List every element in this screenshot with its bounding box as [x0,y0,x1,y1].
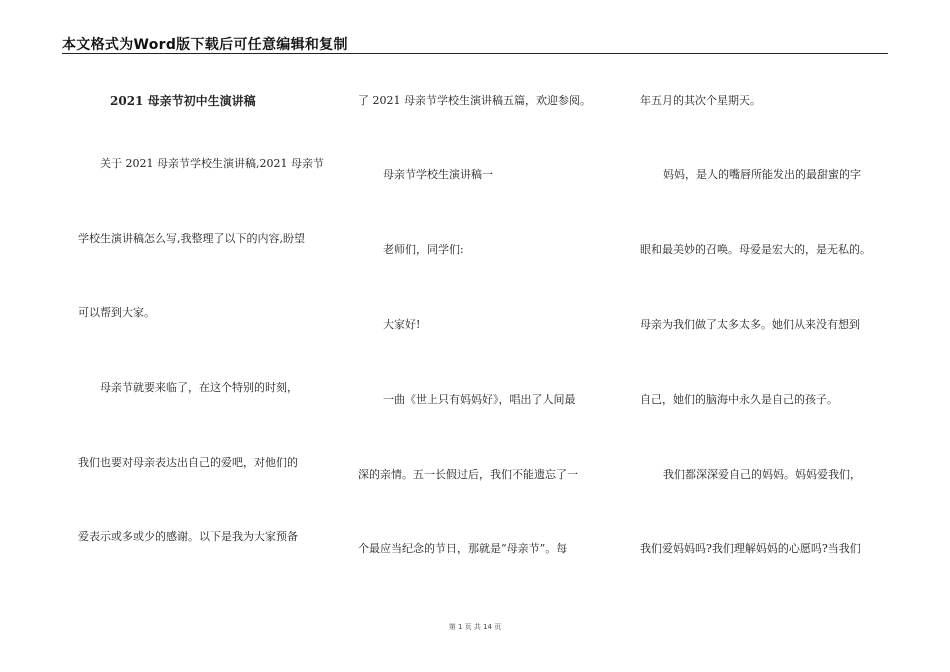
paragraph-line: 我们都深深爱自己的妈妈。妈妈爱我们， [663,468,861,481]
section-heading: 母亲节学校生演讲稿一 [383,168,493,181]
paragraph-line: 大家好! [383,318,421,331]
paragraph-line: 我们爱妈妈吗?我们理解妈妈的心愿吗?当我们 [640,542,861,555]
header-title: 本文格式为Word版下载后可任意编辑和复制 [62,37,348,53]
paragraph-line: 了 2021 母亲节学校生演讲稿五篇，欢迎参阅。 [358,94,591,107]
paragraph-line: 母亲为我们做了太多太多。她们从来没有想到 [640,318,860,331]
paragraph-line: 关于 2021 母亲节学校生演讲稿,2021 母亲节 [100,157,324,170]
paragraph-line: 年五月的其次个星期天。 [640,94,761,107]
paragraph-line: 老师们，同学们: [383,243,464,256]
paragraph-line: 学校生演讲稿怎么写,我整理了以下的内容,盼望 [78,232,305,245]
paragraph-line: 我们也要对母亲表达出自己的爱吧，对他们的 [78,456,298,469]
paragraph-line: 深的亲情。五一长假过后，我们不能遗忘了一 [358,468,578,481]
paragraph-line: 眼和最美妙的召唤。母爱是宏大的，是无私的。 [640,243,871,256]
paragraph-line: 自己，她们的脑海中永久是自己的孩子。 [640,393,838,406]
page-number: 第 1 页 共 14 页 [448,623,502,631]
paragraph-line: 妈妈，是人的嘴唇所能发出的最甜蜜的字 [663,168,861,181]
paragraph-line: 个最应当纪念的节日，那就是“母亲节”。每 [358,542,568,555]
header-divider [62,53,888,54]
paragraph-line: 母亲节就要来临了，在这个特别的时刻， [100,381,298,394]
article-title: 2021 母亲节初中生演讲稿 [110,94,256,108]
paragraph-line: 爱表示或多或少的感谢。以下是我为大家预备 [78,530,298,543]
paragraph-line: 一曲《世上只有妈妈好》，唱出了人间最 [383,393,576,406]
paragraph-line: 可以帮到大家。 [78,306,155,319]
